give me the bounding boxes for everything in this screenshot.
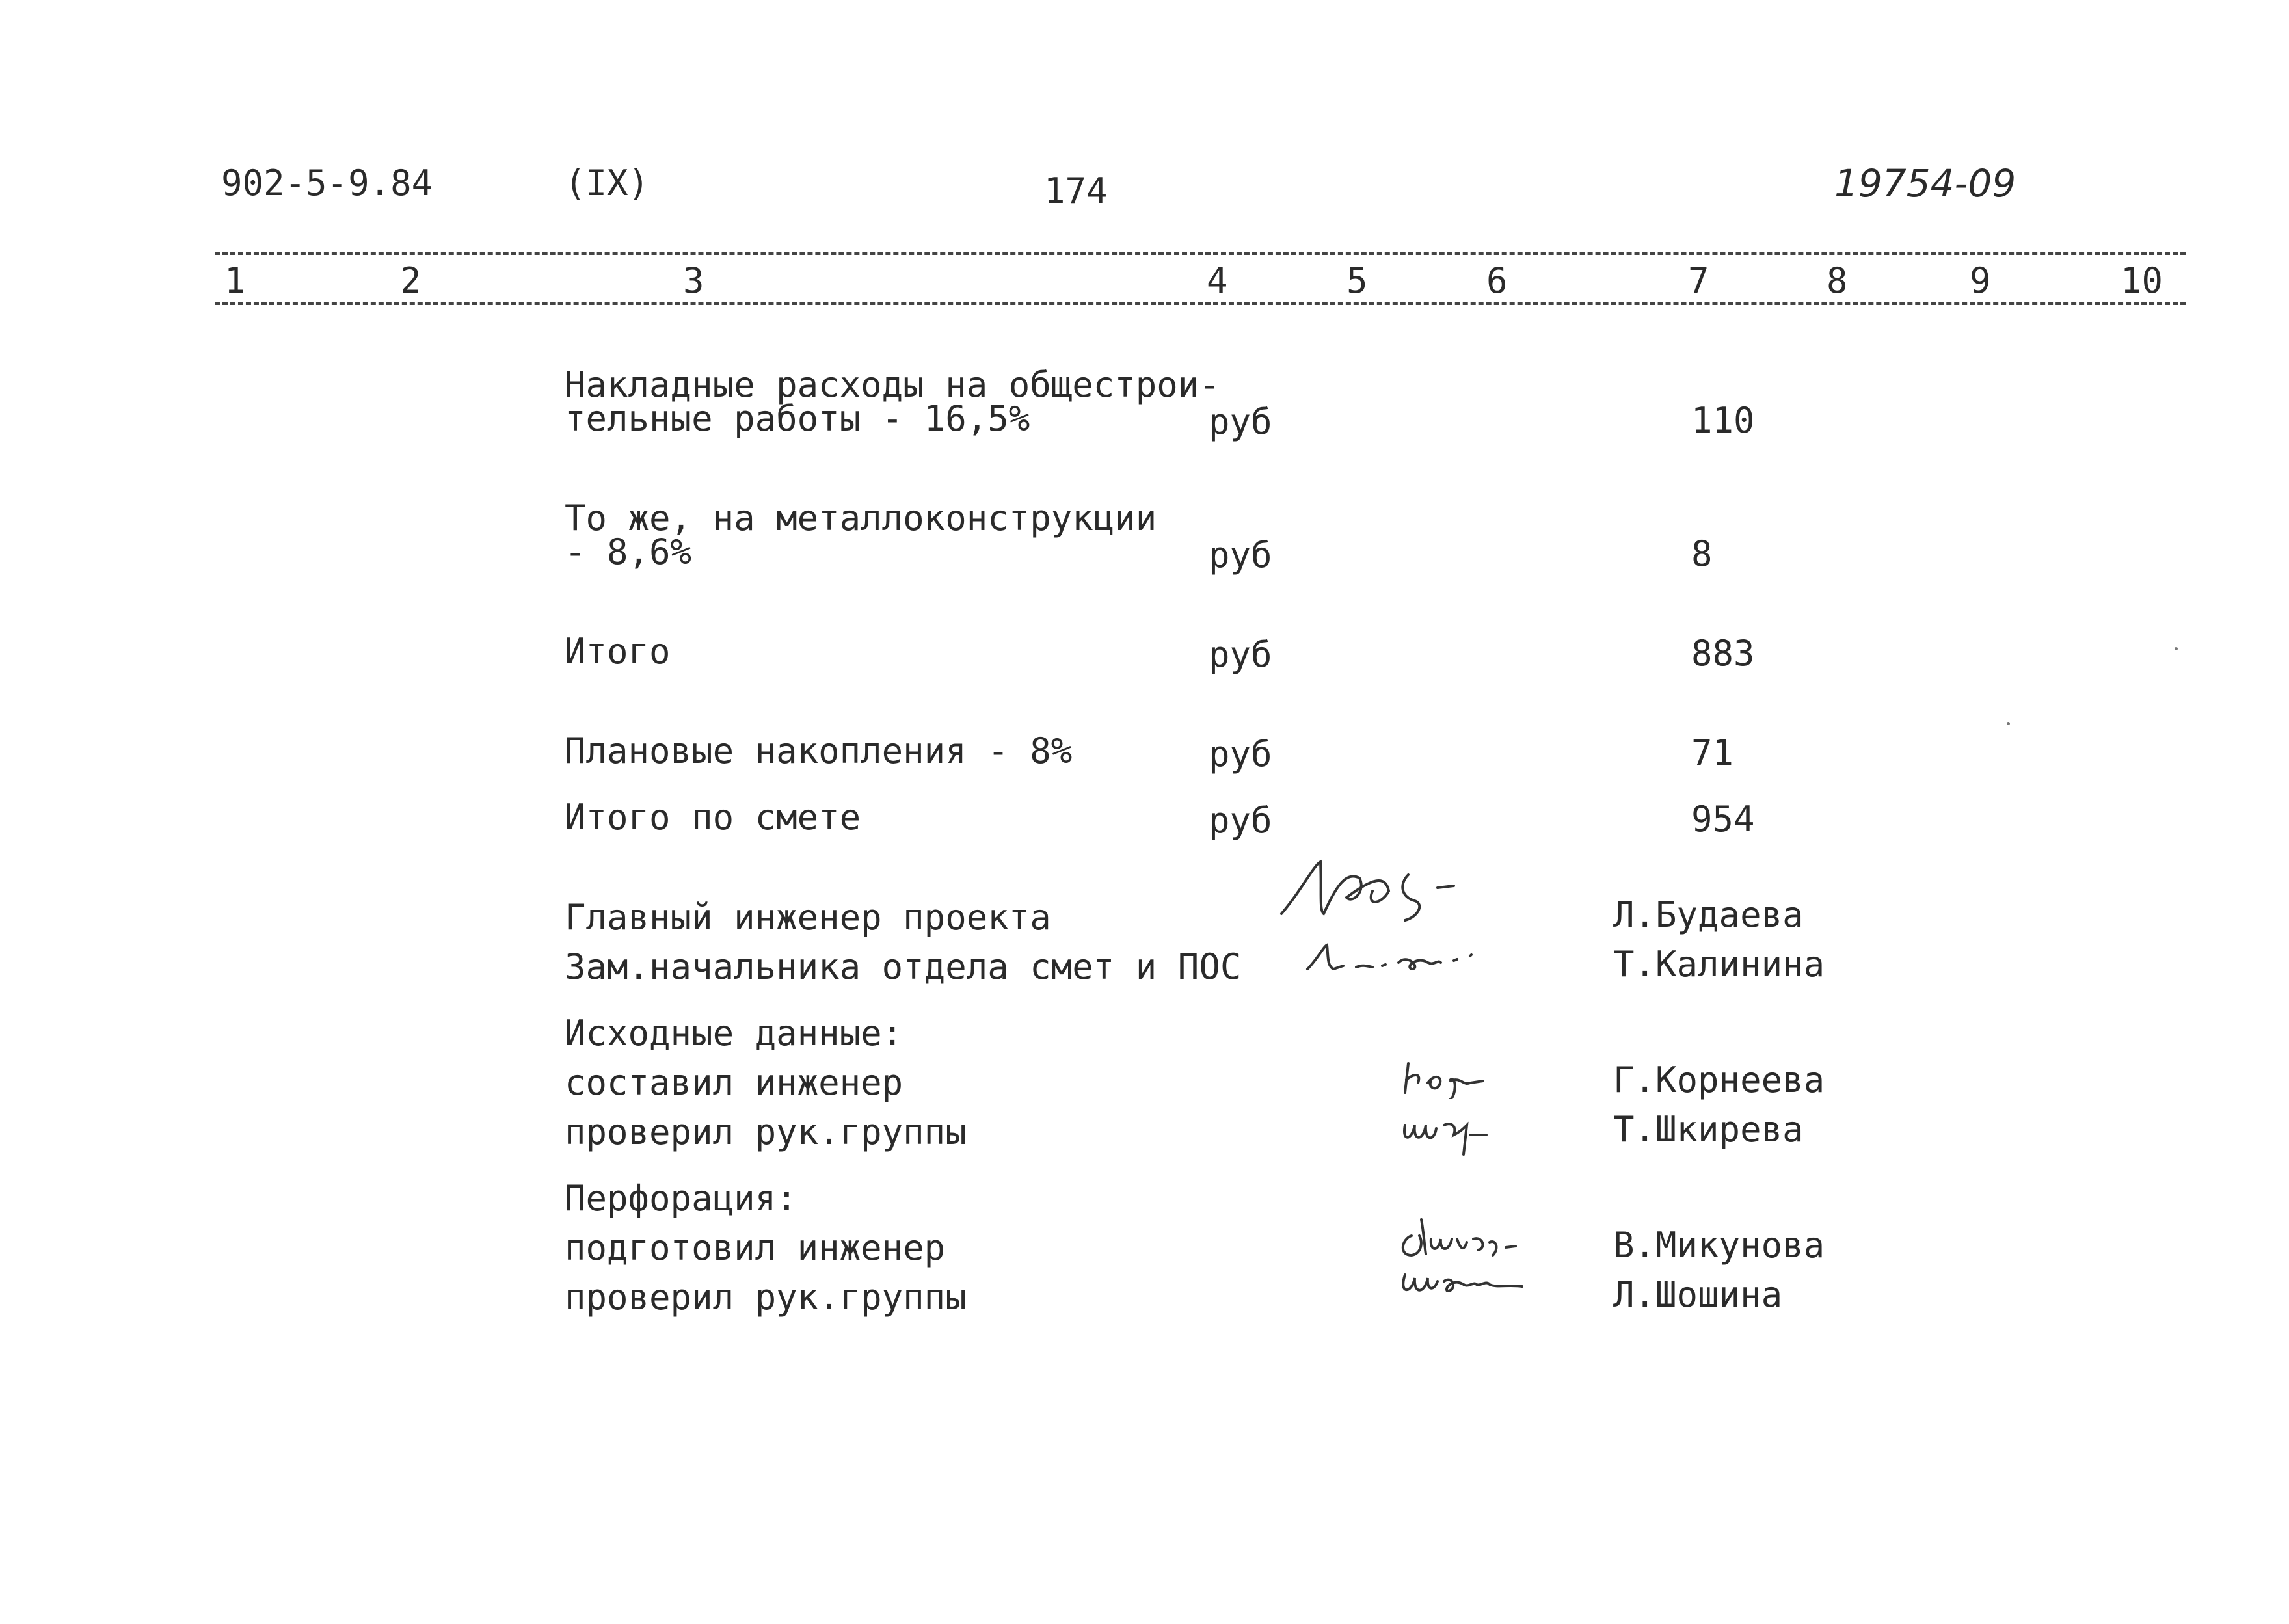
source-data-heading: Исходные данные: [565, 1013, 904, 1054]
row-overhead-label-line1: Накладные расходы на общестрои- [565, 364, 1220, 405]
signature-checked [1399, 1106, 1529, 1171]
signatory-name-chief-engineer: Л.Будаева [1613, 894, 1804, 935]
signatory-name-deputy-head: Т.Калинина [1613, 944, 1825, 985]
row-metal-label-line2: - 8,6% [565, 531, 692, 572]
signature-compiled [1399, 1054, 1529, 1099]
row-planned-savings-label: Плановые накопления - 8% [565, 730, 1073, 771]
signatory-role-chief-engineer: Главный инженер проекта [565, 897, 1051, 938]
row-total-value: 954 [1691, 799, 1755, 840]
column-strip-bottom-rule [215, 302, 2186, 305]
scan-speck [2175, 647, 2178, 650]
perforation-heading: Перфорация: [565, 1178, 797, 1219]
row-subtotal-label: Итого [565, 631, 671, 672]
column-number-6: 6 [1486, 260, 1508, 301]
perforation-role-checked: проверил рук.группы [565, 1277, 967, 1318]
column-number-1: 1 [224, 260, 246, 301]
column-number-7: 7 [1688, 260, 1709, 301]
source-data-role-checked: проверил рук.группы [565, 1112, 967, 1152]
row-metal-value: 8 [1691, 533, 1713, 574]
column-number-2: 2 [400, 260, 422, 301]
row-subtotal-value: 883 [1691, 633, 1755, 674]
row-subtotal-unit: руб [1209, 634, 1272, 675]
column-number-8: 8 [1827, 260, 1848, 301]
row-metal-unit: руб [1209, 535, 1272, 576]
column-number-4: 4 [1207, 260, 1228, 301]
source-data-name-compiled: Г.Корнеева [1613, 1059, 1825, 1100]
row-planned-savings-unit: руб [1209, 734, 1272, 775]
signatory-role-deputy-head: Зам.начальника отдела смет и ПОС [565, 946, 1242, 987]
inventory-number: 19754-09 [1834, 161, 2016, 206]
column-number-9: 9 [1970, 260, 1991, 301]
signature-deputy-head [1301, 933, 1496, 979]
source-data-role-compiled: составил инженер [565, 1062, 904, 1103]
row-metal-label-line1: То же, на металлоконструкции [565, 498, 1157, 539]
perforation-name-checked: Л.Шошина [1613, 1274, 1783, 1315]
row-overhead-label-line2: тельные работы - 16,5% [565, 398, 1030, 439]
column-number-3: 3 [683, 260, 704, 301]
perforation-name-prepared: В.Микунова [1613, 1225, 1825, 1266]
row-overhead-value: 110 [1691, 400, 1755, 441]
row-total-label: Итого по смете [565, 797, 861, 838]
source-data-name-checked: Т.Шкирева [1613, 1109, 1804, 1150]
document-code: 902-5-9.84 [221, 163, 433, 204]
signature-chief-engineer [1275, 852, 1483, 930]
page-number: 174 [1044, 170, 1108, 211]
column-strip-top-rule [215, 252, 2186, 255]
row-total-unit: руб [1209, 800, 1272, 841]
part-number: (IX) [565, 163, 650, 204]
scan-speck [2007, 722, 2010, 725]
perforation-role-prepared: подготовил инженер [565, 1227, 946, 1268]
row-overhead-unit: руб [1209, 401, 1272, 442]
column-number-5: 5 [1346, 260, 1368, 301]
signature-perforation-prepared [1392, 1210, 1574, 1314]
column-number-10: 10 [2121, 260, 2163, 301]
row-planned-savings-value: 71 [1691, 732, 1734, 773]
